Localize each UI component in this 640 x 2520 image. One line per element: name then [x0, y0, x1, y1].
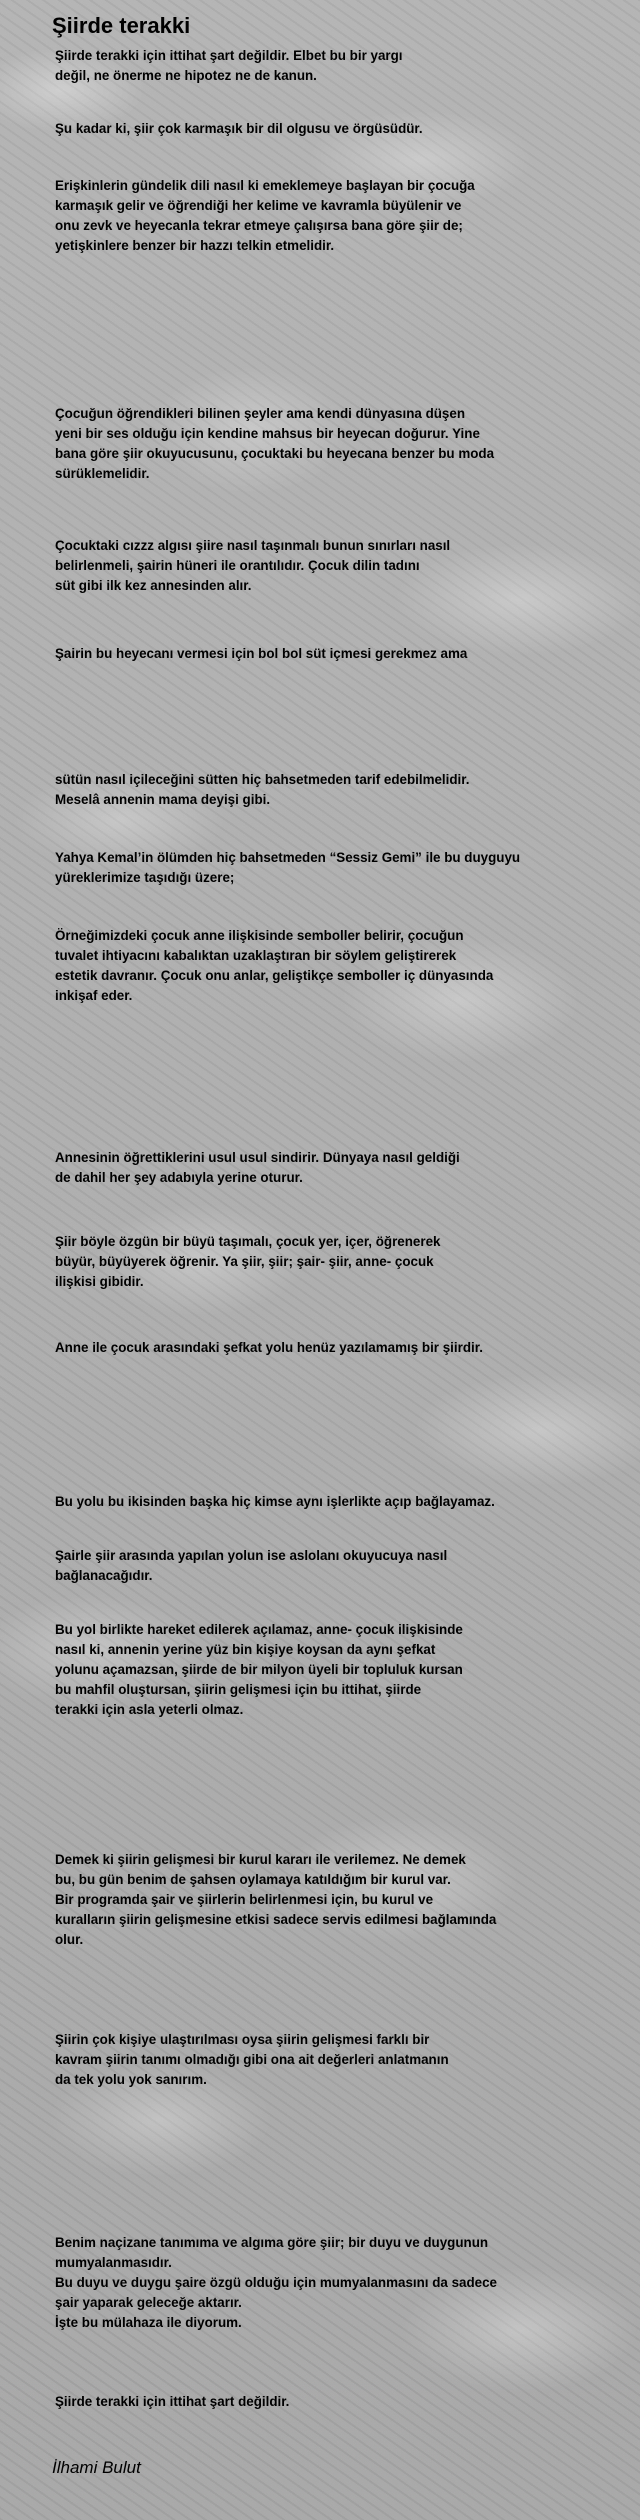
stanza-6: Şairin bu heyecanı vermesi için bol bol süt içmesi gerekmez ama: [55, 646, 468, 661]
stanza-3: Erişkinlerin gündelik dili nasıl ki emeklemeye başlayan bir çocuğa karmaşık gelir ve öğrendiği her kelime ve kavramla büyülenir ve onu zevk ve heyecanla tekrar etmeye çalışırsa bana göre şiir de; yetişkinlere benzer bir hazzı telkin etmelidir.: [55, 178, 475, 253]
stanza-13: Bu yolu bu ikisinden başka hiç kimse aynı işlerlikte açıp bağlayamaz.: [55, 1494, 495, 1509]
stanza-15: Bu yol birlikte hareket edilerek açılamaz, anne- çocuk ilişkisinde nasıl ki, annenin yerine yüz bin kişiye koysan da aynı şefkat yolunu açamazsan, şiirde de bir milyon üyeli bir topluluk kursan bu mahfil oluştursan, şiirin gelişmesi için bu ittihat, şiirde terakki için asla yeterli olmaz.: [55, 1622, 463, 1717]
poem-title: Şiirde terakki: [52, 13, 191, 38]
stanza-2: Şu kadar ki, şiir çok karmaşık bir dil olgusu ve örgüsüdür.: [55, 121, 423, 136]
stanza-4: Çocuğun öğrendikleri bilinen şeyler ama kendi dünyasına düşen yeni bir ses olduğu için kendine mahsus bir heyecan doğurur. Yine bana göre şiir okuyucusunu, çocuktaki bu heyecana benzer bu moda sürüklemelidir.: [55, 406, 495, 481]
stanza-17: Şiirin çok kişiye ulaştırılması oysa şiirin gelişmesi farklı bir kavram şiirin tanımı olmadığı gibi ona ait değerleri anlatmanın da tek yolu yok sanırım.: [55, 2032, 449, 2087]
stanza-9: Örneğimizdeki çocuk anne ilişkisinde semboller belirir, çocuğun tuvalet ihtiyacını kabalıktan uzaklaştıran bir söylem geliştirerek estetik davranır. Çocuk onu anlar, geliştikçe semboller iç dünyasında inkişaf eder.: [55, 928, 494, 1003]
stanza-12: Anne ile çocuk arasındaki şefkat yolu henüz yazılamamış bir şiirdir.: [55, 1340, 483, 1355]
author-signature: İlhami Bulut: [52, 2458, 141, 2477]
stanza-8: Yahya Kemal’in ölümden hiç bahsetmeden “Sessiz Gemi” ile bu duyguyu yüreklerimize taşıdığı üzere;: [55, 850, 521, 885]
stanza-19: Şiirde terakki için ittihat şart değildir.: [55, 2394, 290, 2409]
stanza-1: Şiirde terakki için ittihat şart değildir. Elbet bu bir yargı değil, ne önerme ne hipotez ne de kanun.: [55, 48, 403, 83]
stanza-14: Şairle şiir arasında yapılan yolun ise aslolanı okuyucuya nasıl bağlanacağıdır.: [55, 1548, 448, 1583]
stanza-11: Şiir böyle özgün bir büyü taşımalı, çocuk yer, içer, öğrenerek büyür, büyüyerek öğrenir. Ya şiir, şiir; şair- şiir, anne- çocuk ilişkisi gibidir.: [55, 1234, 441, 1289]
stanza-5: Çocuktaki cızzz algısı şiire nasıl taşınmalı bunun sınırları nasıl belirlenmeli, şairin hüneri ile orantılıdır. Çocuk dilin tadını süt gibi ilk kez annesinden alır.: [55, 538, 451, 593]
stanza-16: Demek ki şiirin gelişmesi bir kurul kararı ile verilemez. Ne demek bu, bu gün benim de şahsen oylamaya katıldığım bir kurul var. Bir programda şair ve şiirlerin belirlenmesi için, bu kurul ve kuralların şiirin gelişmesine etkisi sadece servis edilmesi bağlamında olur.: [55, 1852, 497, 1947]
stanza-7: sütün nasıl içileceğini sütten hiç bahsetmeden tarif edebilmelidir. Meselâ annenin mama deyişi gibi.: [55, 772, 470, 807]
stanza-18: Benim naçizane tanımıma ve algıma göre şiir; bir duyu ve duygunun mumyalanmasıdır. Bu duyu ve duygu şaire özgü olduğu için mumyalanmasını da sadece şair yaparak geleceğe aktarır. İşte bu mülahaza ile diyorum.: [55, 2235, 497, 2330]
stanza-10: Annesinin öğrettiklerini usul usul sindirir. Dünyaya nasıl geldiği de dahil her şey adabıyla yerine oturur.: [55, 1150, 460, 1185]
